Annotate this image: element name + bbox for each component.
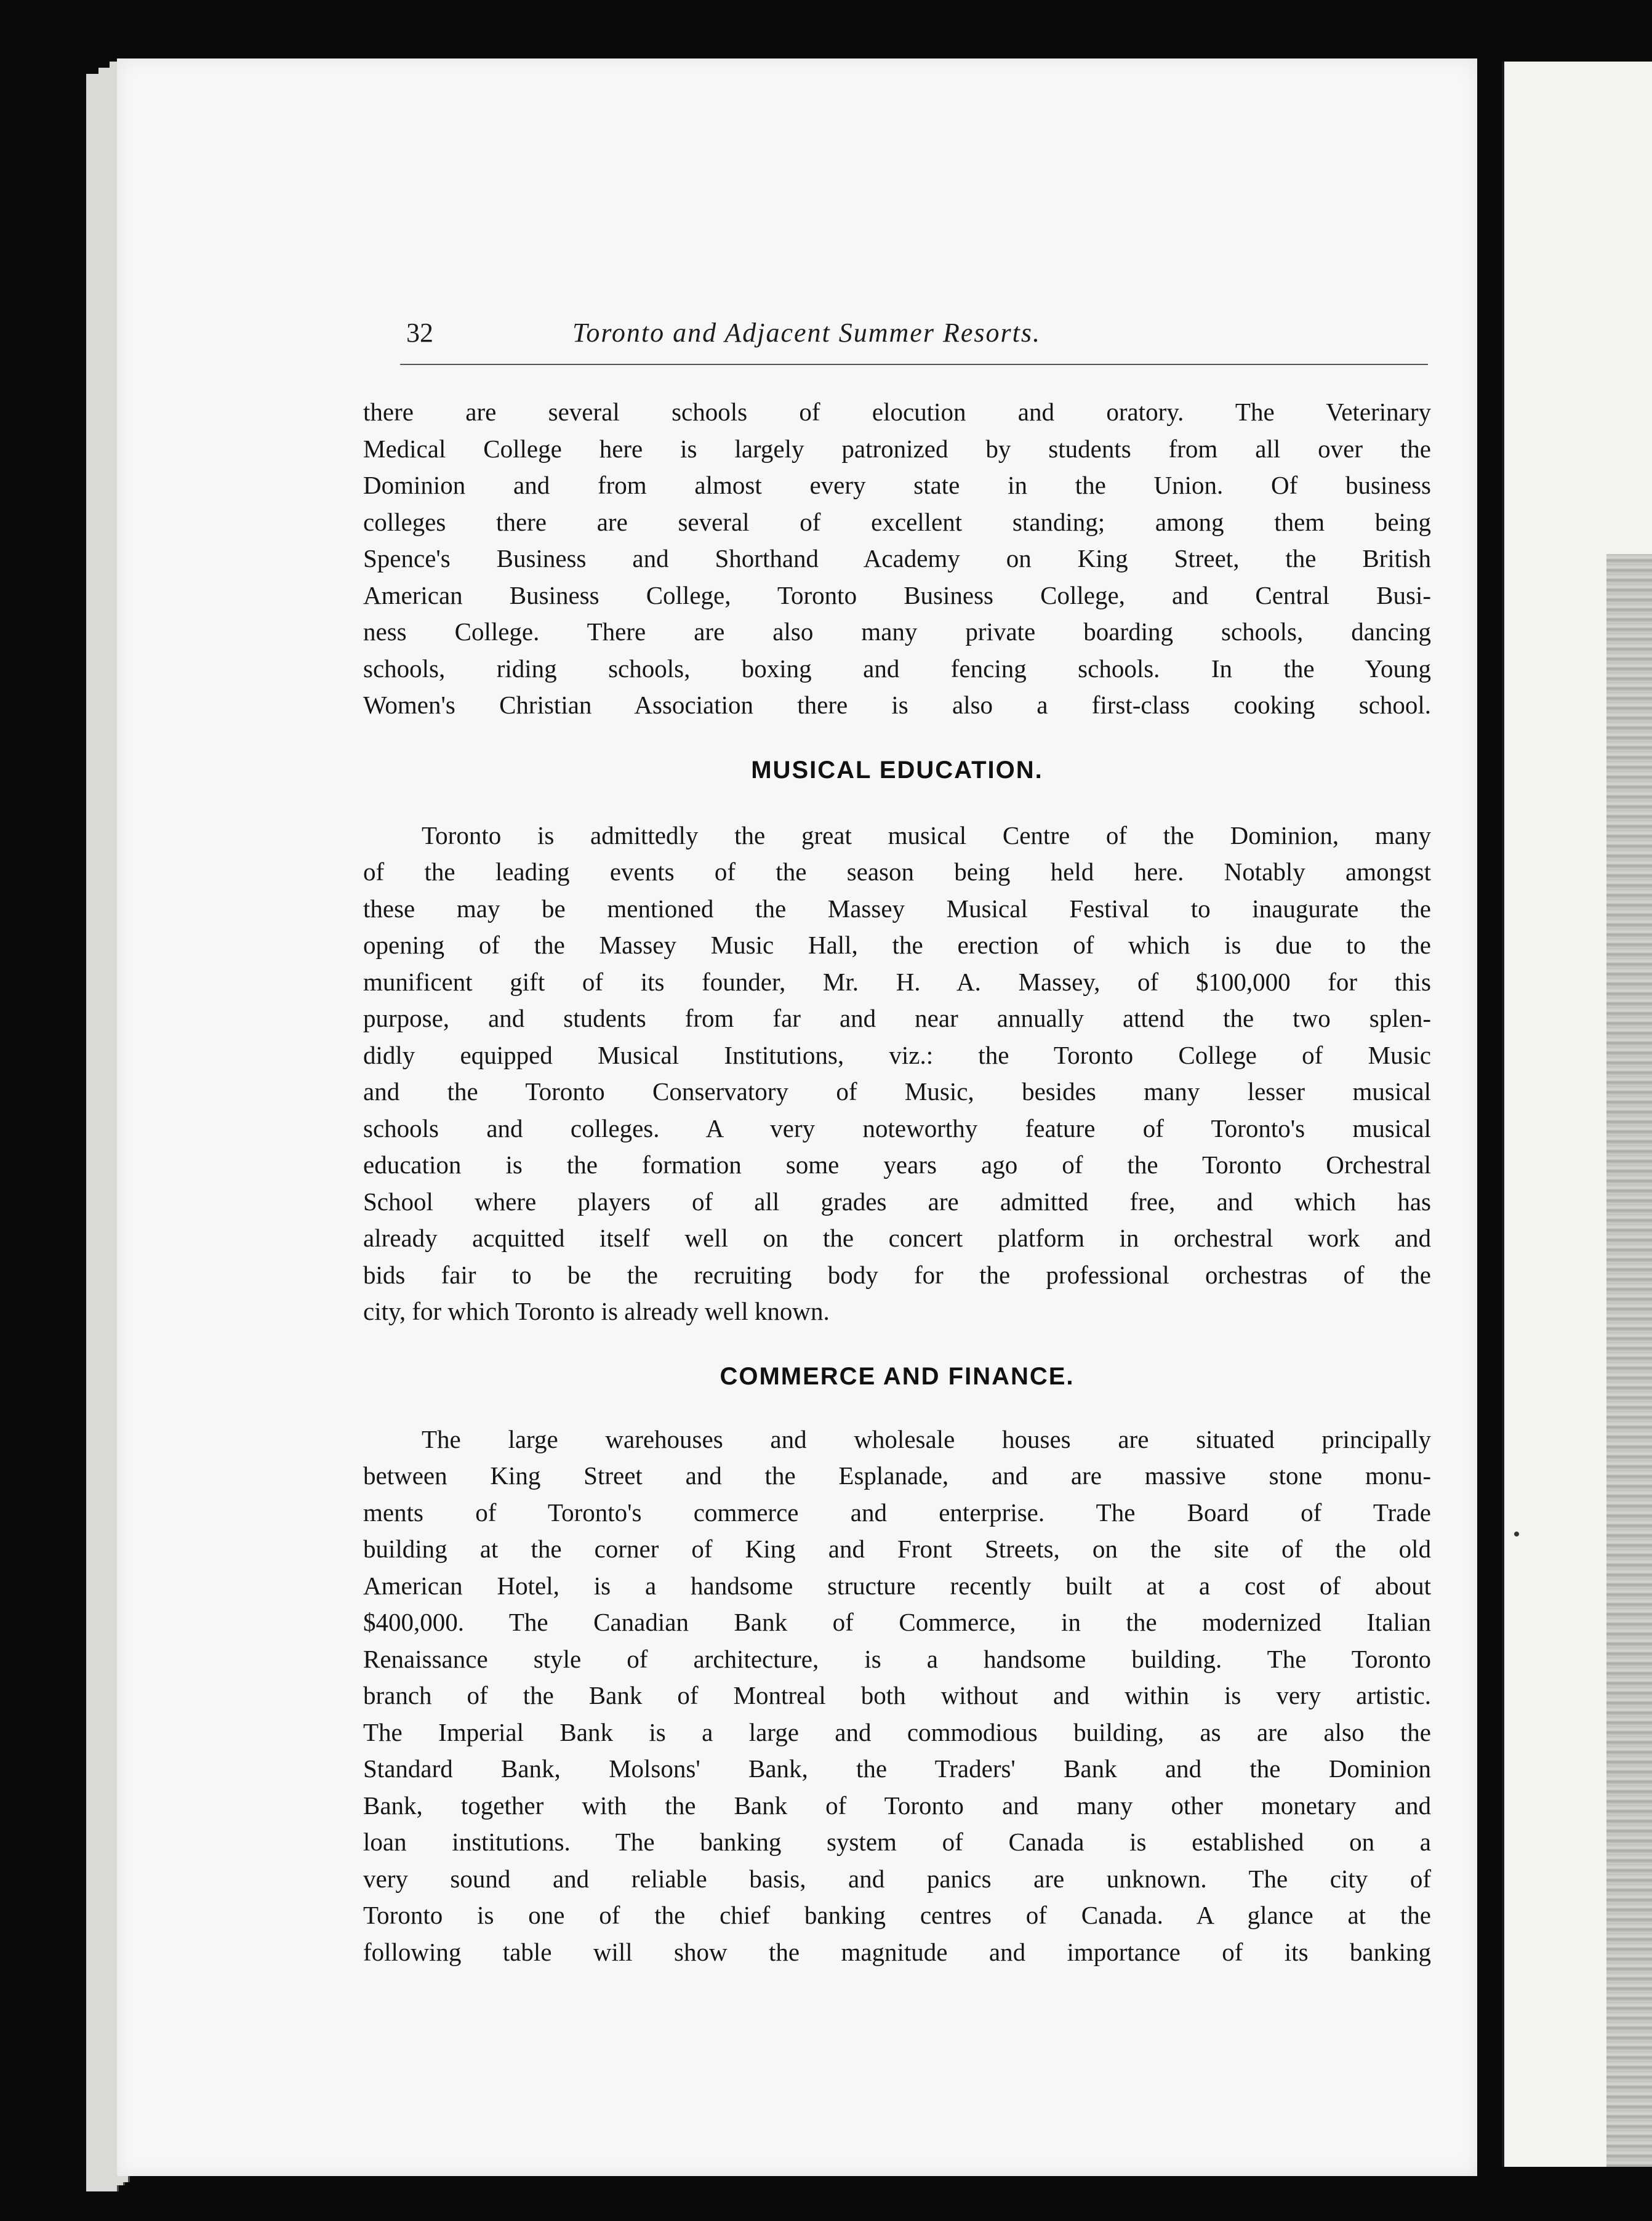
page-number: 32	[406, 318, 433, 348]
text-line: The large warehouses and wholesale houses are situated principally	[422, 1424, 1431, 1453]
text-line: Toronto is admittedly the great musical Centre of the Dominion, many	[422, 821, 1431, 849]
text-line: already acquitted itself well on the concert platform in orchestral work and	[363, 1224, 1431, 1252]
text-line: colleges there are several of excellent standing; among them being	[363, 507, 1431, 536]
text-line: American Business College, Toronto Business College, and Central Busi-	[363, 580, 1431, 609]
text-line: Standard Bank, Molsons' Bank, the Traders' Bank and the Dominion	[363, 1754, 1431, 1783]
text-line: $400,000. The Canadian Bank of Commerce, in the modernized Italian	[363, 1608, 1431, 1636]
text-line: Renaissance style of architecture, is a handsome building. The Toronto	[363, 1644, 1431, 1673]
text-line: munificent gift of its founder, Mr. H. A. Massey, of $100,000 for this	[363, 967, 1431, 996]
text-line: American Hotel, is a handsome structure recently built at a cost of about	[363, 1571, 1431, 1600]
text-line: ness College. There are also many private boarding schools, dancing	[363, 617, 1431, 646]
text-line: and the Toronto Conservatory of Music, besides many lesser musical	[363, 1077, 1431, 1106]
text-line: city, for which Toronto is already well known.	[363, 1297, 830, 1325]
running-head	[117, 317, 1477, 354]
speck	[1514, 1532, 1519, 1536]
running-title: Toronto and Adjacent Summer Resorts.	[572, 318, 1041, 348]
paragraph-musical-education	[363, 817, 1431, 1330]
section-heading-musical-education: MUSICAL EDUCATION.	[751, 756, 1043, 784]
header-rule	[400, 364, 1428, 365]
text-line: ments of Toronto's commerce and enterprise. The Board of Trade	[363, 1498, 1431, 1527]
adjacent-page-edge	[1606, 554, 1652, 2167]
book-page	[117, 58, 1477, 2176]
text-line: Toronto is one of the chief banking centres of Canada. A glance at the	[363, 1901, 1431, 1929]
text-line: School where players of all grades are admitted free, and which has	[363, 1187, 1431, 1216]
text-line: of the leading events of the season being held here. Notably amongst	[363, 857, 1431, 886]
text-line: bids fair to be the recruiting body for the professional orchestras of the	[363, 1260, 1431, 1289]
text-line: schools and colleges. A very noteworthy feature of Toronto's musical	[363, 1114, 1431, 1143]
section-heading-commerce-and-finance: COMMERCE AND FINANCE.	[720, 1362, 1075, 1390]
text-line: Dominion and from almost every state in the Union. Of business	[363, 471, 1431, 499]
text-line: branch of the Bank of Montreal both without and within is very artistic.	[363, 1681, 1431, 1709]
page-body	[363, 394, 1431, 1970]
text-line: very sound and reliable basis, and panics are unknown. The city of	[363, 1864, 1431, 1893]
text-line: between King Street and the Esplanade, and are massive stone monu-	[363, 1461, 1431, 1490]
text-line: Medical College here is largely patronized by students from all over the	[363, 434, 1431, 463]
paragraph-intro	[363, 394, 1431, 724]
text-line: opening of the Massey Music Hall, the erection of which is due to the	[363, 931, 1431, 959]
text-line: following table will show the magnitude and importance of its banking	[363, 1937, 1431, 1966]
text-line: didly equipped Musical Institutions, viz.: the Toronto College of Music	[363, 1040, 1431, 1069]
paragraph-commerce-and-finance	[363, 1421, 1431, 1971]
text-line: building at the corner of King and Front Streets, on the site of the old	[363, 1535, 1431, 1563]
text-line: purpose, and students from far and near annually attend the two splen-	[363, 1004, 1431, 1032]
text-line: there are several schools of elocution and oratory. The Veterinary	[363, 398, 1431, 426]
text-line: loan institutions. The banking system of Canada is established on a	[363, 1828, 1431, 1856]
text-line: education is the formation some years ago of the Toronto Orchestral	[363, 1151, 1431, 1179]
text-line: schools, riding schools, boxing and fencing schools. In the Young	[363, 654, 1431, 683]
text-line: The Imperial Bank is a large and commodious building, as are also the	[363, 1717, 1431, 1746]
text-line: these may be mentioned the Massey Musical Festival to inaugurate the	[363, 894, 1431, 923]
text-line: Spence's Business and Shorthand Academy on King Street, the British	[363, 544, 1431, 572]
text-line: Women's Christian Association there is also a first-class cooking school.	[363, 691, 1431, 719]
text-line: Bank, together with the Bank of Toronto and many other monetary and	[363, 1791, 1431, 1820]
